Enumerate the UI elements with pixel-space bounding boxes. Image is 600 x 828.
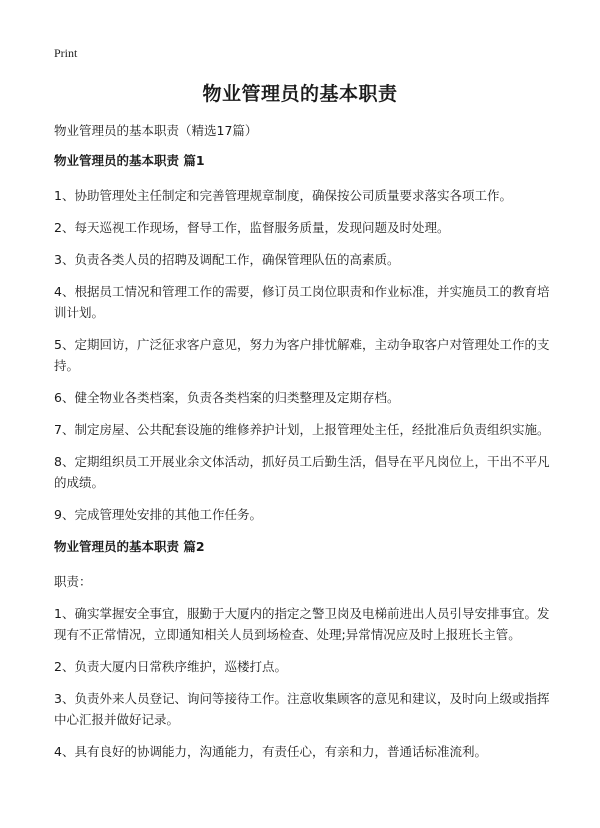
paragraph: 3、负责各类人员的招聘及调配工作，确保管理队伍的高素质。: [54, 252, 400, 267]
paragraph: 2、每天巡视工作现场，督导工作，监督服务质量，发现问题及时处理。: [54, 220, 450, 235]
paragraph: 2、负责大厦内日常秩序维护，巡楼打点。: [54, 659, 287, 674]
section-heading: 物业管理员的基本职责 篇1: [54, 153, 205, 168]
paragraph: 1、协助管理处主任制定和完善管理规章制度，确保按公司质量要求落实各项工作。: [54, 188, 512, 203]
paragraph: 1、确实掌握安全事宜，服勤于大厦内的指定之警卫岗及电梯前进出人员引导安排事宜。发现有不正常情况，立即通知相关人员到场检查、处理;异常情况应及时上报班长主管。: [54, 606, 550, 642]
paragraph: 4、根据员工情况和管理工作的需要，修订员工岗位职责和作业标准，并实施员工的教育培训计划。: [54, 284, 550, 320]
section-1: [54, 150, 554, 525]
paragraph: 9、完成管理处安排的其他工作任务。: [54, 507, 262, 522]
document-subtitle: 物业管理员的基本职责（精选17篇）: [54, 123, 258, 138]
paragraph: 6、健全物业各类档案，负责各类档案的归类整理及定期存档。: [54, 390, 400, 405]
page-title: 物业管理员的基本职责: [202, 83, 398, 105]
paragraph: 4、具有良好的协调能力，沟通能力，有责任心，有亲和力，普通话标准流利。: [54, 744, 487, 759]
section-2: [54, 536, 554, 762]
paragraph: 职责：: [54, 574, 92, 589]
paragraph: 7、制定房屋、公共配套设施的维修养护计划，上报管理处主任，经批准后负责组织实施。: [54, 422, 550, 437]
paragraph: 5、定期回访，广泛征求客户意见，努力为客户排忧解难，主动争取客户对管理处工作的支持。: [54, 337, 550, 373]
section-heading: 物业管理员的基本职责 篇2: [54, 539, 205, 554]
paragraph: 8、定期组织员工开展业余文体活动，抓好员工后勤生活，倡导在平凡岗位上，干出不平凡的成绩。: [54, 454, 550, 490]
document-body: [54, 150, 554, 773]
print-label: Print: [54, 46, 78, 60]
paragraph: 3、负责外来人员登记、询问等接待工作。注意收集顾客的意见和建议，及时向上级或指挥中心汇报并做好记录。: [54, 691, 550, 727]
